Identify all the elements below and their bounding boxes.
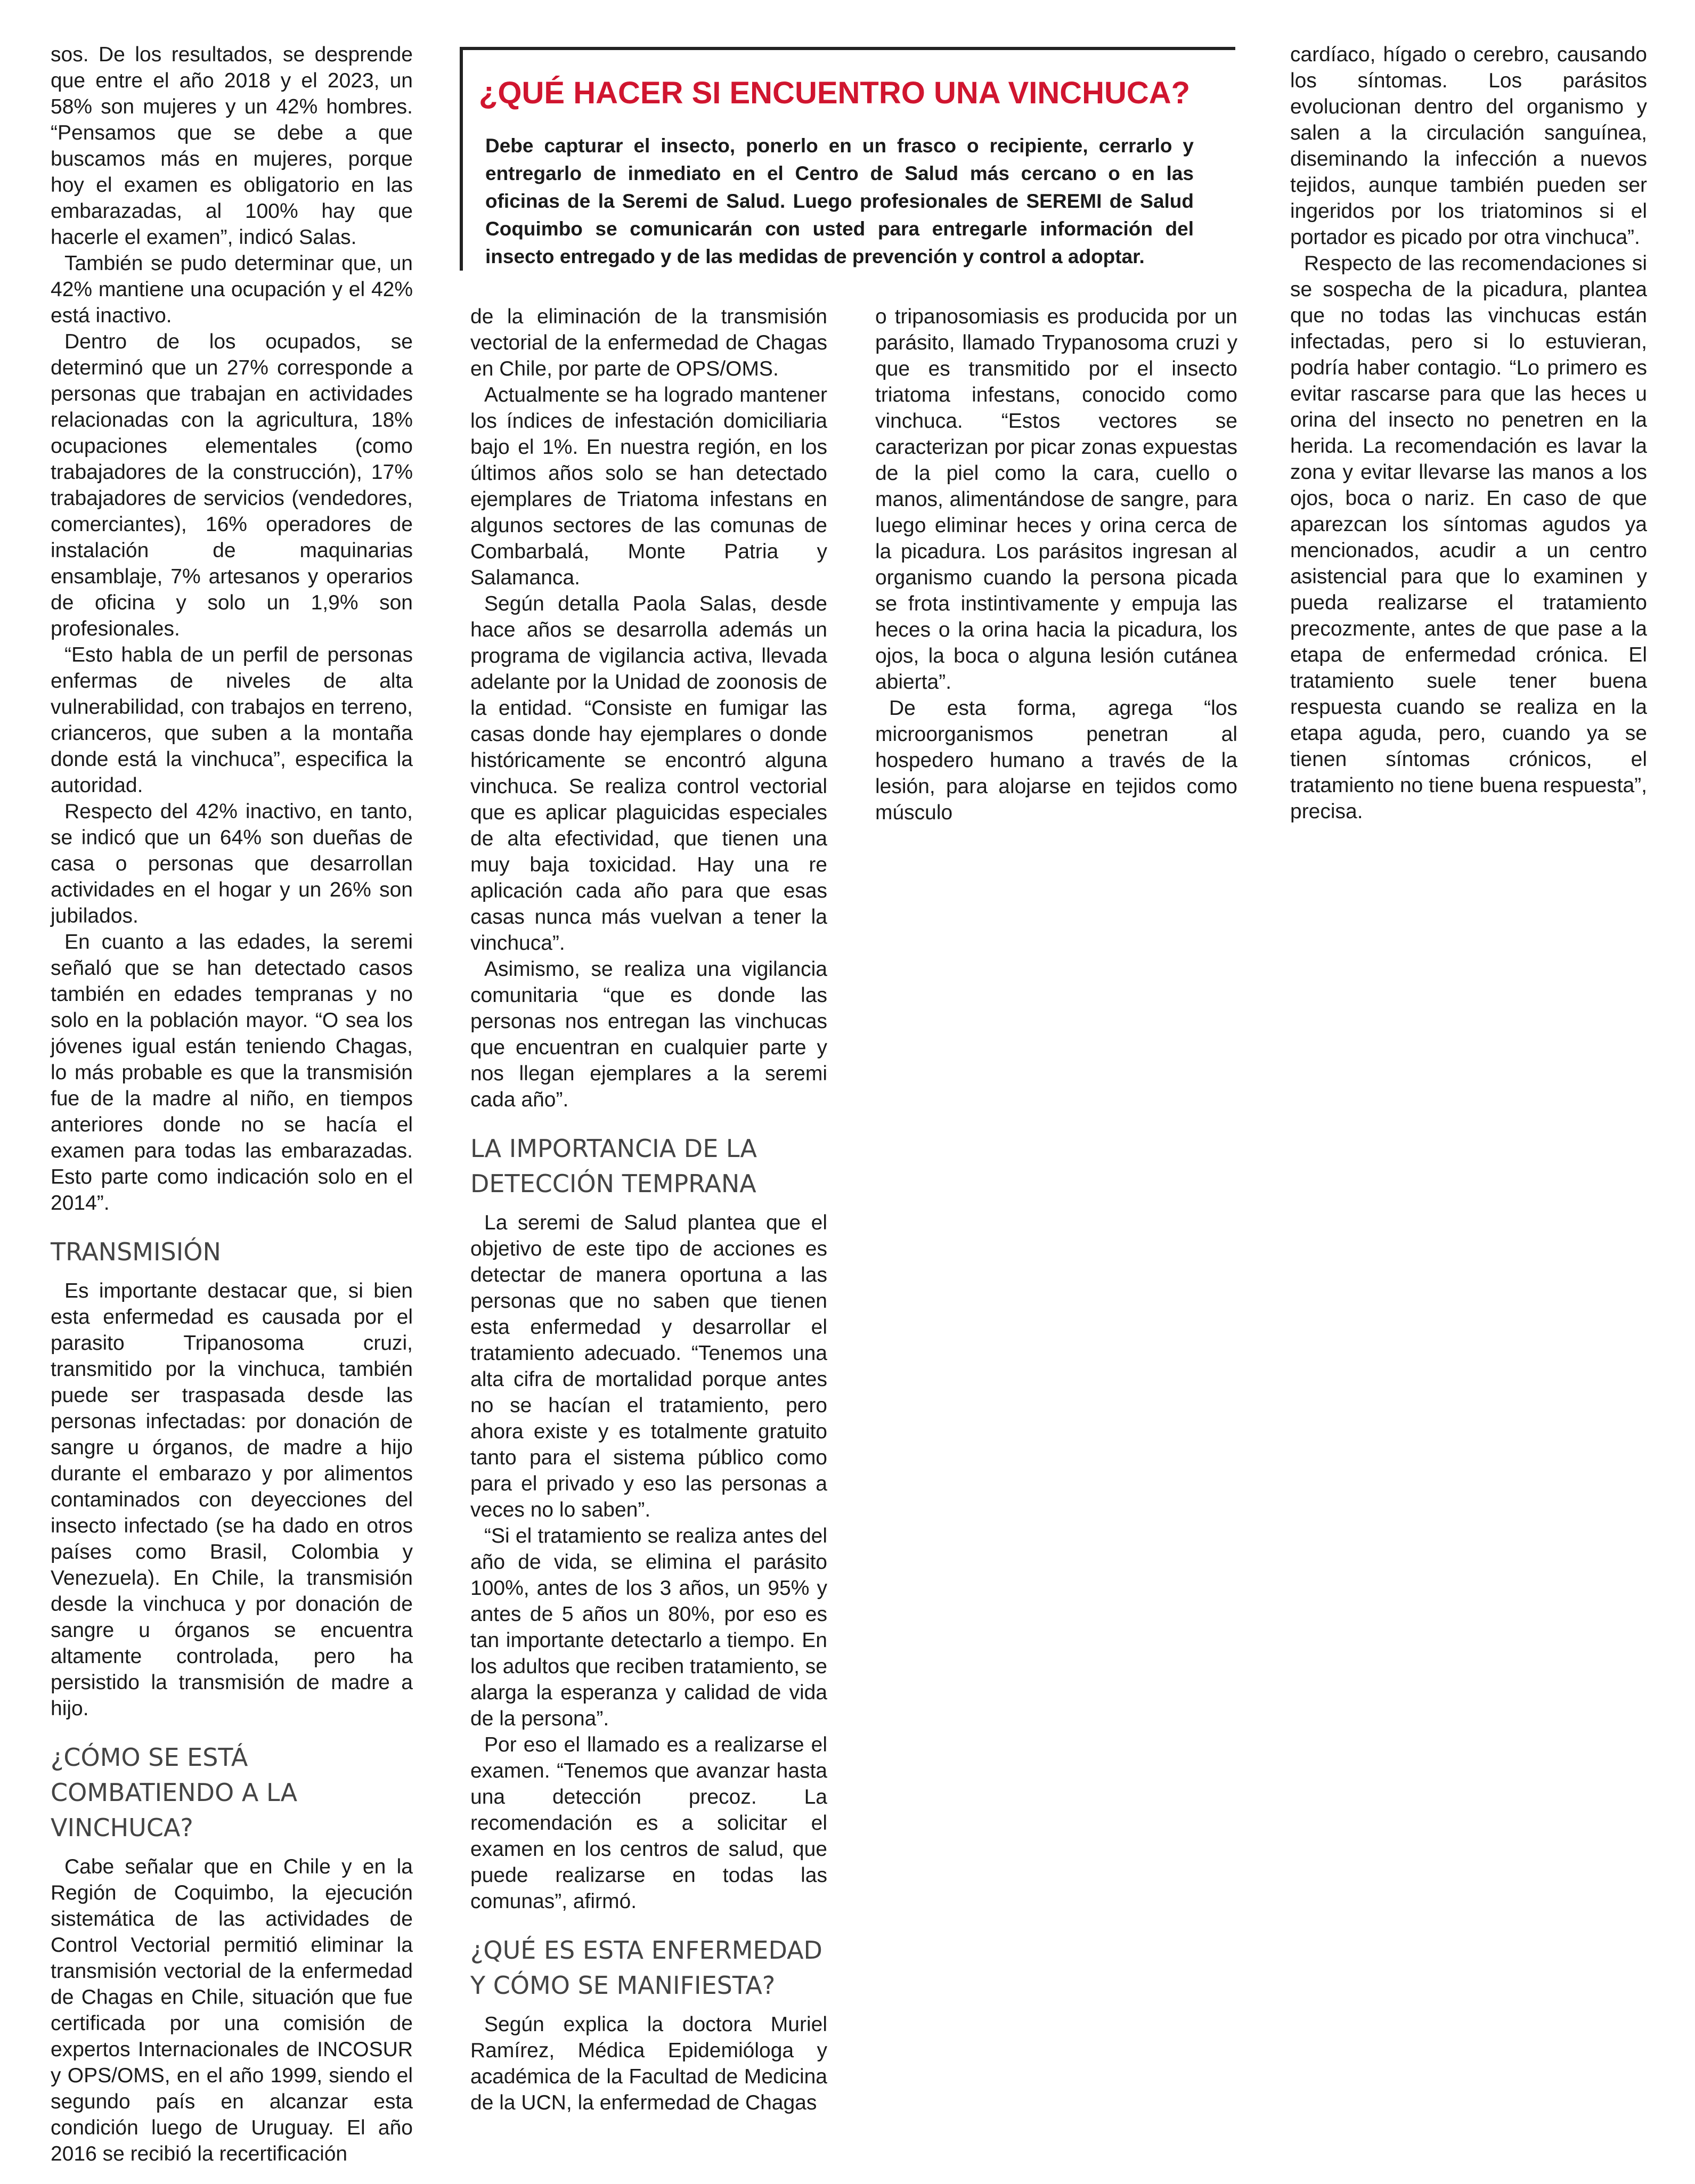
paragraph: La seremi de Salud plantea que el objetivo de este tipo de acciones es detectar de manera oportuna a las personas que no saben que tienen esta enfermedad y desarrollar el tratamiento adecuado. “Tenemos una alta cifra de mortalidad porque antes no se hacían el tratamiento, pero ahora existe y es totalmente gratuito tanto para el sistema público como para el privado y eso las personas a veces no lo saben”.	[470, 1211, 827, 1521]
info-box-title: ¿QUÉ HACER SI ENCUENTRO UNA VINCHUCA?	[479, 76, 1191, 110]
paragraph: Respecto de las recomendaciones si se sospecha de la picadura, plantea que no todas las vinchucas están infectadas, pero si lo estuvieran, podría haber contagio. “Lo primero es evitar rascarse para que las heces u orina del insecto no penetren en la herida. La recomendación es lavar la zona y evitar llevarse las manos a los ojos, boca o nariz. En caso de que aparezcan los síntomas agudos ya mencionados, acudir a un centro asistencial para que lo examinen y pueda realizarse el tratamiento precozmente, antes de que pase a la etapa de enfermedad crónica. El tratamiento suele tener buena respuesta cuando se realiza en la etapa aguda, pero, cuando ya se tienen síntomas crónicos, el tratamiento no tiene buena respuesta”, precisa.	[1290, 252, 1647, 823]
column-2	[470, 304, 827, 2116]
paragraph: Según detalla Paola Salas, desde hace años se desarrolla además un programa de vigilancia activa, llevada adelante por la Unidad de zoonosis de la entidad. “Consiste en fumigar las casas donde hay ejemplares o donde históricamente se encontró alguna vinchuca. Se realiza control vectorial que es aplicar plaguicidas especiales de alta efectividad, que tienen una muy baja toxicidad. Hay una re aplicación cada año para que esas casas nunca más vuelvan a tener la vinchuca”.	[470, 592, 827, 955]
paragraph: Cabe señalar que en Chile y en la Región de Coquimbo, la ejecución sistemática de las actividades de Control Vectorial permitió eliminar la transmisión vectorial de la enfermedad de Chagas en Chile, situación que fue certificada por una comisión de expertos Internacionales de INCOSUR y OPS/OMS, en el año 1999, siendo el segundo país en alcanzar esta condición luego de Uruguay. El año 2016 se recibió la recertificación	[51, 1855, 413, 2165]
paragraph: Asimismo, se realiza una vigilancia comunitaria “que es donde las personas nos entregan las vinchucas que encuentran en cualquier parte y nos llegan ejemplares a la seremi cada año”.	[470, 958, 827, 1111]
section-heading-deteccion: LA IMPORTANCIA DE LA DETECCIÓN TEMPRANA	[470, 1134, 757, 1198]
info-box	[460, 47, 1235, 271]
paragraph: Actualmente se ha logrado mantener los índices de infestación domiciliaria bajo el 1%. En nuestra región, en los últimos años solo se han detectado ejemplares de Triatoma infestans en algunos sectores de las comunas de Combarbalá, Monte Patria y Salamanca.	[470, 384, 827, 589]
paragraph: de la eliminación de la transmisión vectorial de la enfermedad de Chagas en Chile, por parte de OPS/OMS.	[470, 305, 827, 380]
paragraph: Según explica la doctora Muriel Ramírez, Médica Epidemióloga y académica de la Facultad de Medicina de la UCN, la enfermedad de Chagas	[470, 2013, 827, 2114]
paragraph: Respecto del 42% inactivo, en tanto, se indicó que un 64% son dueñas de casa o personas que desarrollan actividades en el hogar y un 26% son jubilados.	[51, 800, 413, 927]
info-box-text: Debe capturar el insecto, ponerlo en un frasco o recipiente, cerrarlo y entregarlo de inmediato en el Centro de Salud más cercano o en las oficinas de la Seremi de Salud. Luego profesionales de SEREMI de Salud Coquimbo se comunicarán con usted para entregarle información del insecto entregado y de las medidas de prevención y control a adoptar.	[485, 135, 1194, 267]
paragraph: “Si el tratamiento se realiza antes del año de vida, se elimina el parásito 100%, antes de los 3 años, un 95% y antes de 5 años un 80%, por eso es tan importante detectarlo a tiempo. En los adultos que reciben tratamiento, se alarga la esperanza y calidad de vida de la persona”.	[470, 1525, 827, 1730]
paragraph: Es importante destacar que, si bien esta enfermedad es causada por el parasito Tripanosoma cruzi, transmitido por la vinchuca, también puede ser traspasada desde las personas infectadas: por donación de sangre u órganos, de madre a hijo durante el embarazo y por alimentos contaminados con deyecciones del insecto infectado (se ha dado en otros países como Brasil, Colombia y Venezuela). En Chile, la transmisión desde la vinchuca y por donación de sangre u órganos se encuentra altamente controlada, pero ha persistido la transmisión de madre a hijo.	[51, 1280, 413, 1720]
paragraph: Dentro de los ocupados, se determinó que un 27% corresponde a personas que trabajan en actividades relacionadas con la agricultura, 18% ocupaciones elementales (como trabajadores de la construcción), 17% trabajadores de servicios (vendedores, comerciantes), 16% operadores de instalación de maquinarias ensamblaje, 7% artesanos y operarios de oficina y solo un 1,9% son profesionales.	[51, 330, 413, 640]
box-top-rule	[460, 47, 1235, 50]
paragraph: “Esto habla de un perfil de personas enfermas de niveles de alta vulnerabilidad, con trabajos en terreno, crianceros, que suben a la montaña donde está la vinchuca”, especifica la autoridad.	[51, 643, 413, 797]
section-heading-enfermedad: ¿QUÉ ES ESTA ENFERMEDAD Y CÓMO SE MANIFIESTA?	[470, 1936, 822, 2000]
paragraph: sos. De los resultados, se desprende que entre el año 2018 y el 2023, un 58% son mujeres y un 42% hombres. “Pensamos que se debe a que buscamos más en mujeres, porque hoy el examen es obligatorio en las embarazadas, al 100% hay que hacerle el examen”, indicó Salas.	[51, 43, 413, 249]
paragraph: o tripanosomiasis es producida por un parásito, llamado Trypanosoma cruzi y que es transmitido por el insecto triatoma infestans, conocido como vinchuca. “Estos vectores se caracterizan por picar zonas expuestas de la piel como la cara, cuello o manos, alimentándose de sangre, para luego eliminar heces y orina cerca de la picadura. Los parásitos ingresan al organismo cuando la persona picada se frota instintivamente y empuja las heces o la orina hacia la picadura, los ojos, la boca o alguna lesión cutánea abierta”.	[875, 305, 1237, 694]
section-heading-transmision: TRANSMISIÓN	[51, 1237, 221, 1266]
paragraph: cardíaco, hígado o cerebro, causando los síntomas. Los parásitos evolucionan dentro del organismo y salen a la circulación sanguínea, diseminando la infección a nuevos tejidos, aunque también pueden ser ingeridos por los triatominos si el portador es picado por otra vinchuca”.	[1290, 43, 1647, 249]
paragraph: En cuanto a las edades, la seremi señaló que se han detectado casos también en edades tempranas y no solo en la población mayor. “O sea los jóvenes igual están teniendo Chagas, lo más probable es que la transmisión fue de la madre al niño, en tiempos anteriores donde no se hacía el examen para todas las embarazadas. Esto parte como indicación solo en el 2014”.	[51, 931, 413, 1215]
section-heading-combatiendo: ¿CÓMO SE ESTÁ COMBATIENDO A LA VINCHUCA?	[51, 1743, 298, 1842]
column-1	[51, 42, 413, 2167]
paragraph: De esta forma, agrega “los microorganismos penetran al hospedero humano a través de la lesión, para alojarse en tejidos como músculo	[875, 697, 1237, 824]
box-left-rule	[460, 47, 463, 271]
paragraph: También se pudo determinar que, un 42% mantiene una ocupación y el 42% está inactivo.	[51, 252, 413, 327]
column-4	[1290, 42, 1647, 825]
column-3	[875, 304, 1237, 826]
paragraph: Por eso el llamado es a realizarse el examen. “Tenemos que avanzar hasta una detección precoz. La recomendación es a solicitar el examen en los centros de salud, que puede realizarse en todas las comunas”, afirmó.	[470, 1733, 827, 1913]
